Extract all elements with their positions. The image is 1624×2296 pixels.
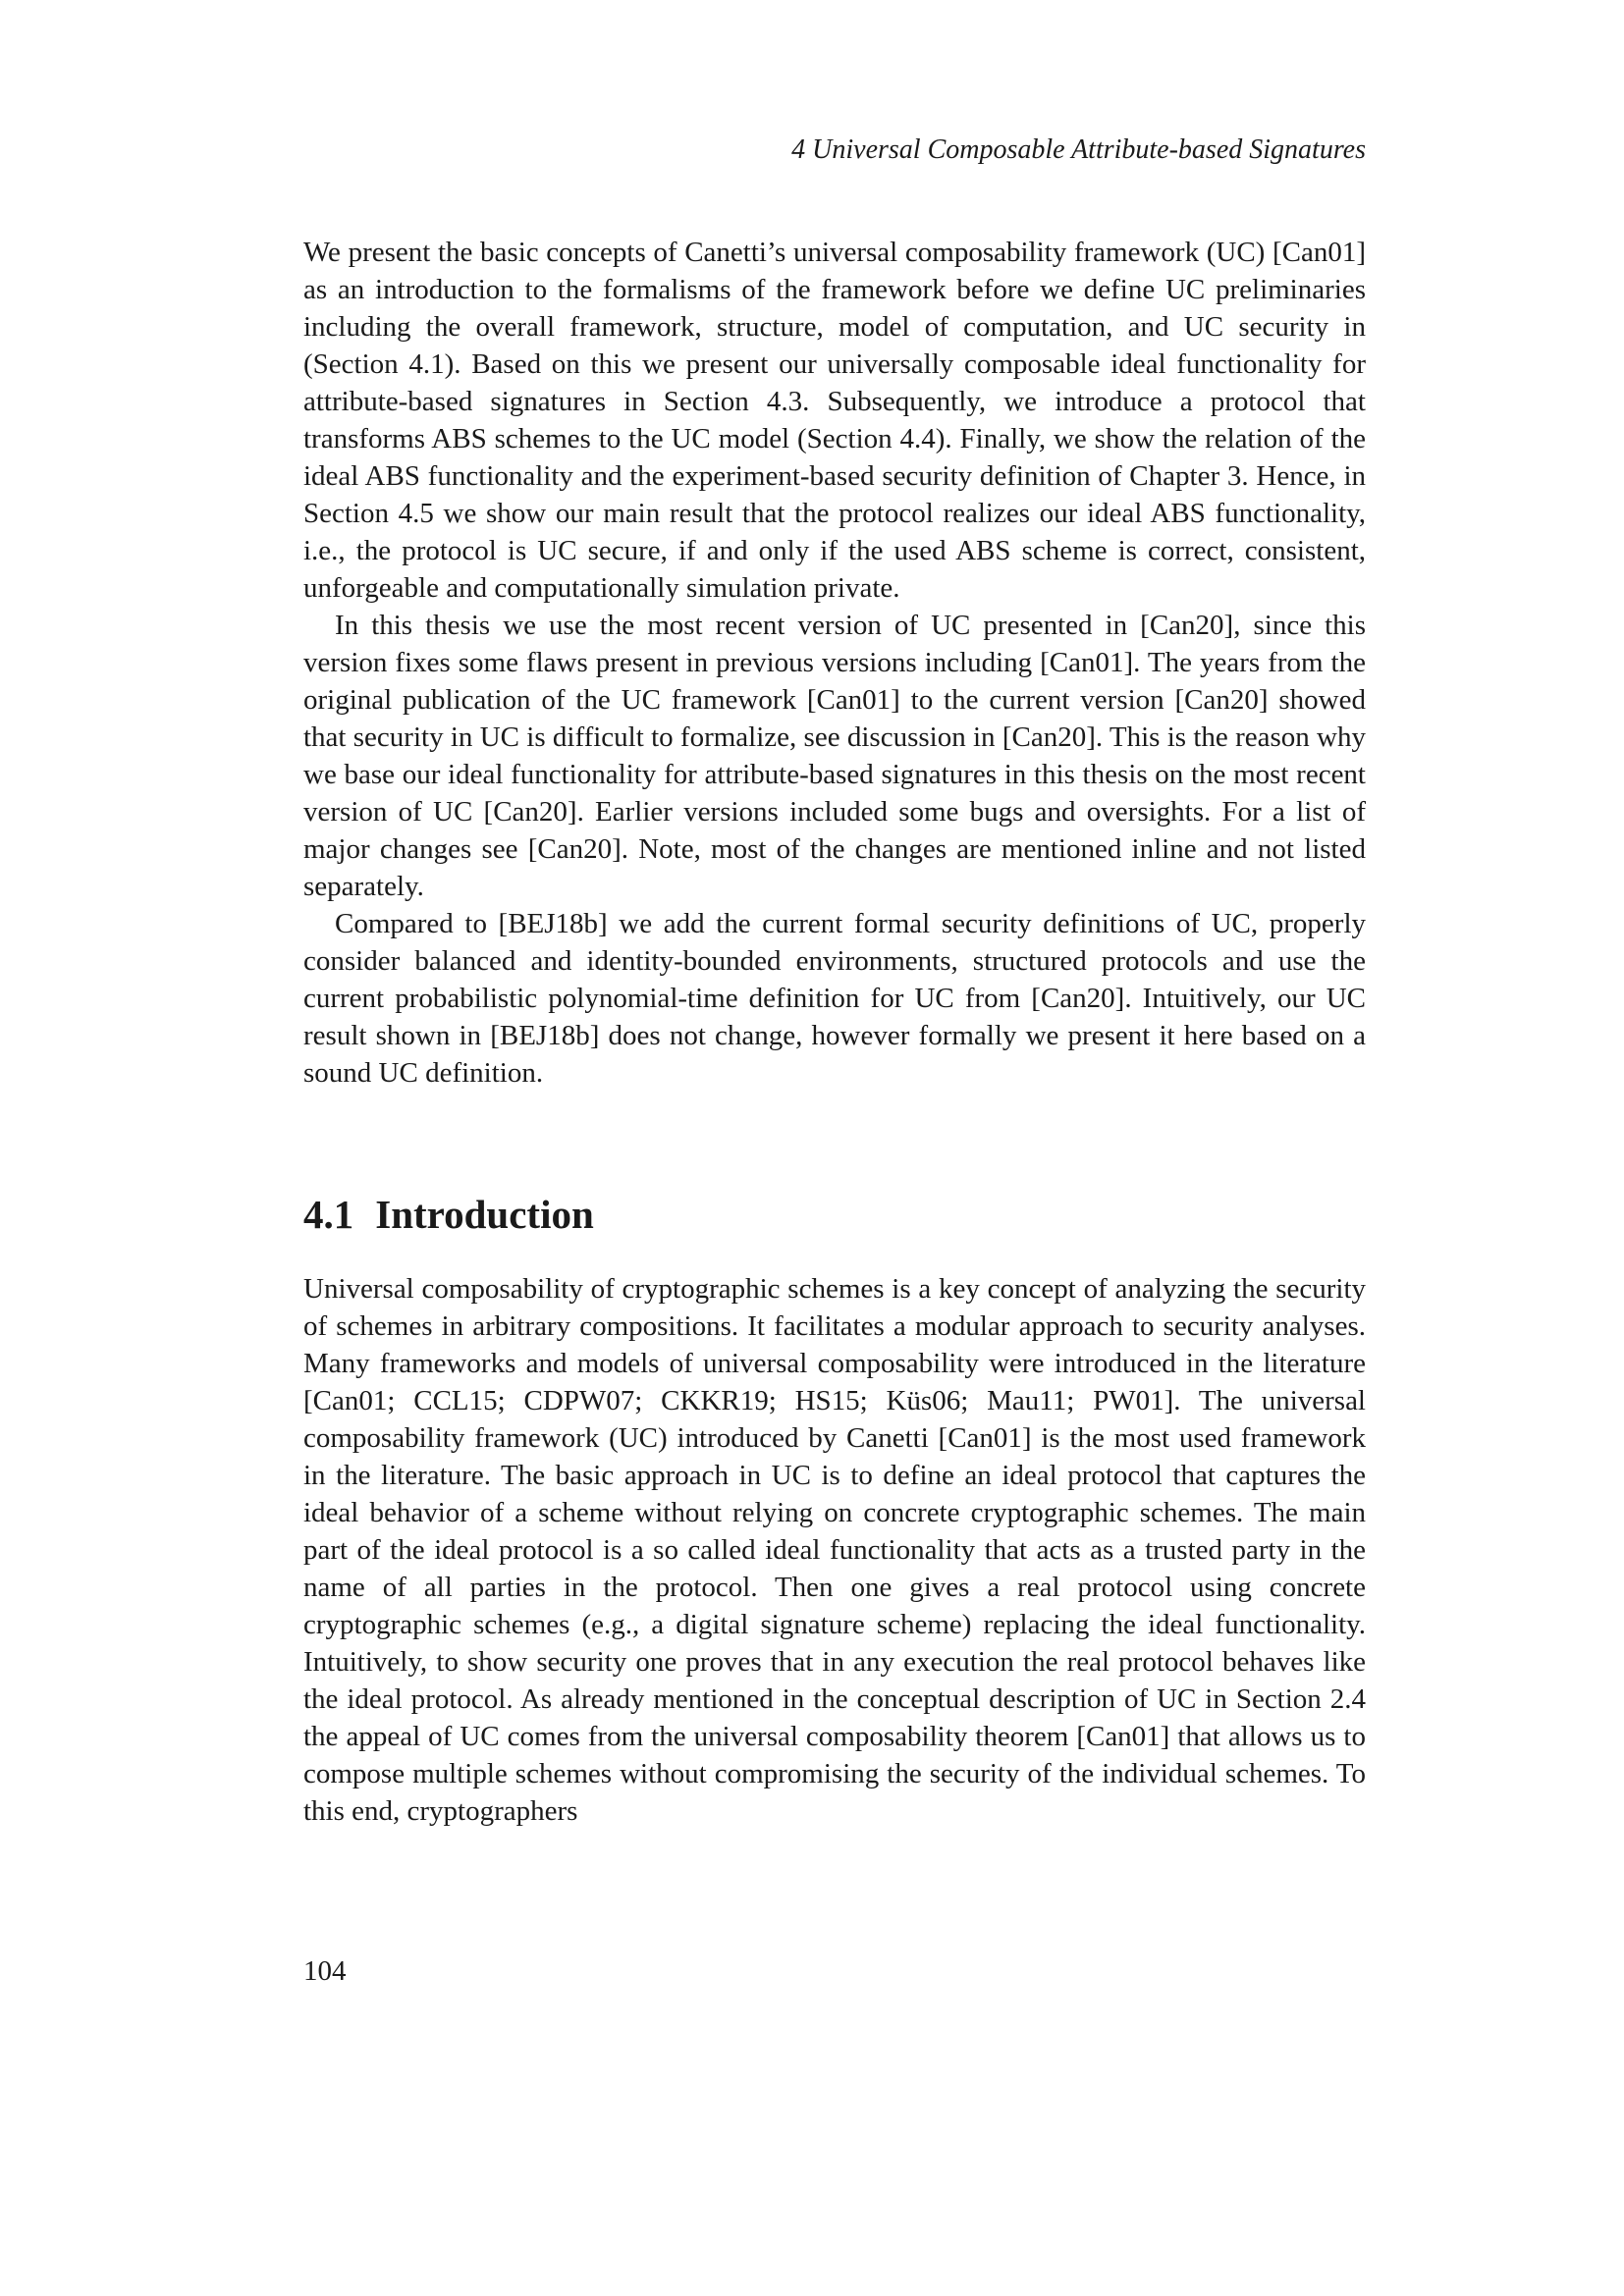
running-header: 4 Universal Composable Attribute-based Signatures	[791, 134, 1366, 165]
section-heading	[303, 1190, 594, 1239]
section-title: Introduction	[375, 1192, 594, 1237]
intro-paragraph-1: We present the basic concepts of Canetti’s universal composability framework (UC) [Can01] as an introduction to the formalisms of the framework before we define UC preliminaries including the overall framework, structure, model of computation, and UC security in (Section 4.1). Based on this we present our universally composable ideal functionality for attribute-based signatures in Section 4.3. Subsequently, we introduce a protocol that transforms ABS schemes to the UC model (Section 4.4). Finally, we show the relation of the ideal ABS functionality and the experiment-based security definition of Chapter 3. Hence, in Section 4.5 we show our main result that the protocol realizes our ideal ABS functionality, i.e., the protocol is UC secure, if and only if the used ABS scheme is correct, consistent, unforgeable and computationally simulation private.	[303, 237, 1366, 604]
chapter-intro	[303, 234, 1366, 1092]
section-number: 4.1	[303, 1192, 354, 1237]
page-number: 104	[303, 1955, 347, 1987]
intro-paragraph-3: Compared to [BEJ18b] we add the current formal security definitions of UC, properly consider balanced and identity-bounded environments, structured protocols and use the current probabilistic polynomial-time definition for UC from [Can20]. Intuitively, our UC result shown in [BEJ18b] does not change, however formally we present it here based on a sound UC definition.	[303, 908, 1366, 1089]
intro-paragraph-2: In this thesis we use the most recent version of UC presented in [Can20], since this version fixes some flaws present in previous versions including [Can01]. The years from the original publication of the UC framework [Can01] to the current version [Can20] showed that security in UC is difficult to formalize, see discussion in [Can20]. This is the reason why we base our ideal functionality for attribute-based signatures in this thesis on the most recent version of UC [Can20]. Earlier versions included some bugs and oversights. For a list of major changes see [Can20]. Note, most of the changes are mentioned inline and not listed separately.	[303, 610, 1366, 902]
section-paragraph-1: Universal composability of cryptographic schemes is a key concept of analyzing the security of schemes in arbitrary compositions. It facilitates a modular approach to security analyses. Many frameworks and models of universal composability were introduced in the literature [Can01; CCL15; CDPW07; CKKR19; HS15; Küs06; Mau11; PW01]. The universal composability framework (UC) introduced by Canetti [Can01] is the most used framework in the literature. The basic approach in UC is to define an ideal protocol that captures the ideal behavior of a scheme without relying on concrete cryptographic schemes. The main part of the ideal protocol is a so called ideal functionality that acts as a trusted party in the name of all parties in the protocol. Then one gives a real protocol using concrete cryptographic schemes (e.g., a digital signature scheme) replacing the ideal functionality. Intuitively, to show security one proves that in any execution the real protocol behaves like the ideal protocol. As already mentioned in the conceptual description of UC in Section 2.4 the appeal of UC comes from the universal composability theorem [Can01] that allows us to compose multiple schemes without compromising the security of the individual schemes. To this end, cryptographers	[303, 1273, 1366, 1827]
section-body	[303, 1270, 1366, 1830]
